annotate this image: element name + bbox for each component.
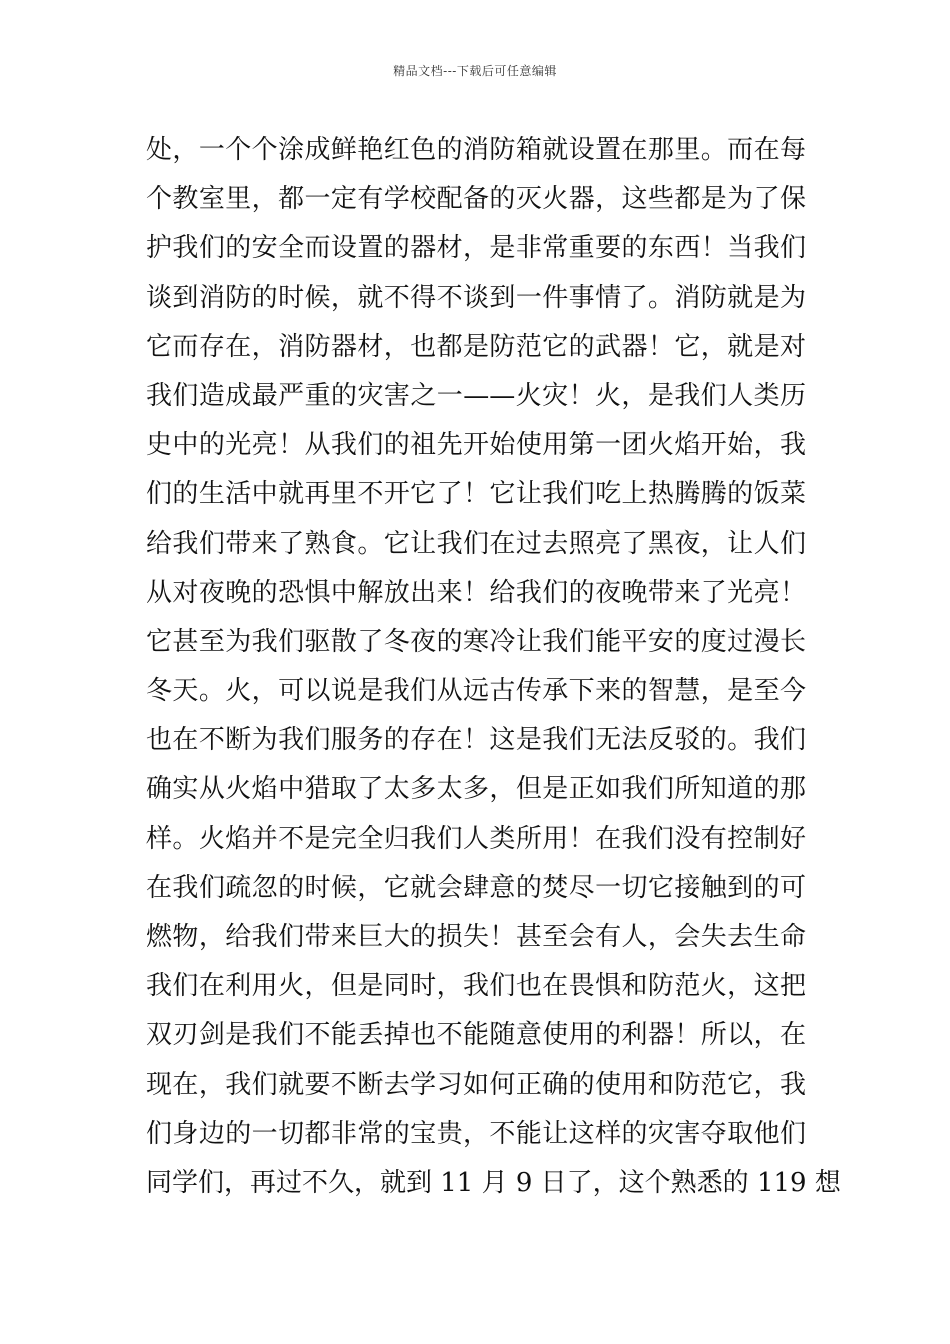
text-line: 冬天。火，可以说是我们从远古传承下来的智慧，是至今 [146, 676, 806, 707]
text-line: 燃物，给我们带来巨大的损失！甚至会有人，会失去生命 [146, 922, 806, 952]
text-line: 同学们，再过不久，就到 11 月 9 日了，这个熟悉的 119 想 [146, 1167, 841, 1198]
text-line: 我们造成最严重的灾害之一——火灾！火，是我们人类历 [146, 380, 806, 411]
text-line: 史中的光亮！从我们的祖先开始使用第一团火焰开始，我 [146, 430, 806, 461]
text-line: 在我们疏忽的时候，它就会肆意的焚尽一切它接触到的可 [146, 872, 806, 903]
text-line: 我们在利用火，但是同时，我们也在畏惧和防范火，这把 [146, 971, 806, 1002]
text-line: 个教室里，都一定有学校配备的灭火器，这些都是为了保 [146, 184, 806, 215]
body-text [146, 126, 841, 1208]
text-line: 给我们带来了熟食。它让我们在过去照亮了黑夜，让人们 [146, 528, 806, 559]
text-line: 们的生活中就再里不开它了！它让我们吃上热腾腾的饭菜 [146, 479, 806, 510]
text-line: 确实从火焰中猎取了太多太多，但是正如我们所知道的那 [146, 774, 806, 805]
text-line: 现在，我们就要不断去学习如何正确的使用和防范它，我 [146, 1069, 806, 1100]
text-line: 它甚至为我们驱散了冬夜的寒冷让我们能平安的度过漫长 [146, 626, 806, 657]
text-line: 处，一个个涂成鲜艳红色的消防箱就设置在那里。而在每 [146, 135, 806, 165]
text-line: 样。火焰并不是完全归我们人类所用！在我们没有控制好 [146, 823, 806, 854]
text-line: 双刃剑是我们不能丢掉也不能随意使用的利器！所以，在 [146, 1020, 806, 1051]
text-line: 护我们的安全而设置的器材，是非常重要的东西！当我们 [146, 233, 806, 264]
text-line: 它而存在，消防器材，也都是防范它的武器！它，就是对 [146, 331, 806, 362]
page-header: 精品文档---下载后可任意编辑 [393, 64, 557, 78]
text-line: 从对夜晚的恐惧中解放出来！给我们的夜晚带来了光亮！ [146, 577, 806, 608]
text-line: 们身边的一切都非常的宝贵，不能让这样的灾害夺取他们 [146, 1118, 806, 1149]
text-line: 也在不断为我们服务的存在！这是我们无法反驳的。我们 [146, 725, 806, 756]
text-line: 谈到消防的时候，就不得不谈到一件事情了。消防就是为 [146, 282, 806, 313]
